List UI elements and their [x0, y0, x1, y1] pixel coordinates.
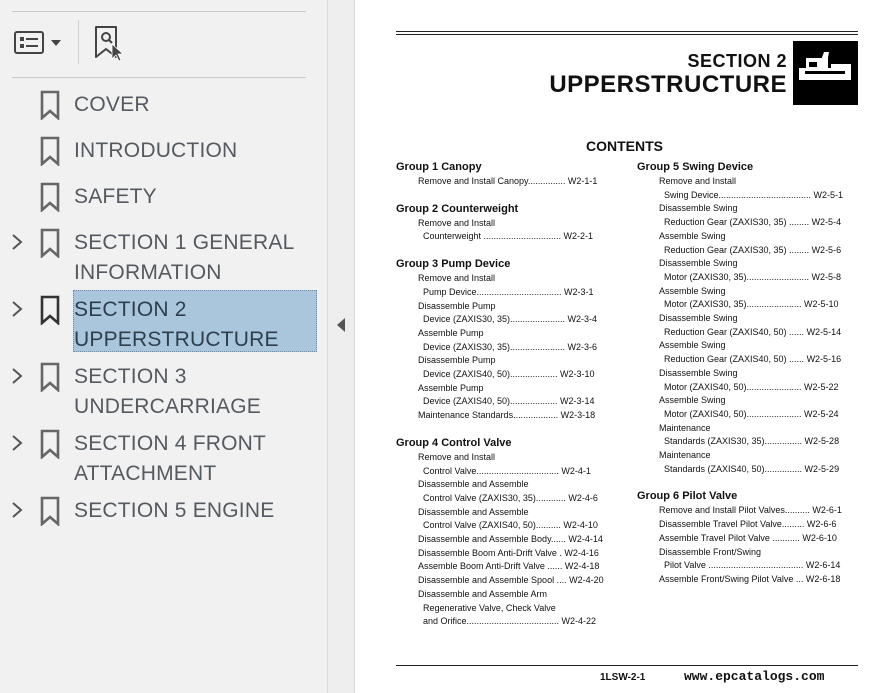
toc-entry: Assemble Swing [659, 230, 726, 241]
toc-entry: Device (ZAXIS40, 50)................... W2-3-10 [423, 369, 595, 380]
toc-group-heading: Group 5 Swing Device [637, 161, 754, 173]
toc-group-heading: Group 2 Counterweight [396, 202, 519, 215]
toc-entry: Assemble Swing [659, 395, 726, 406]
toc-entry: Disassemble Pump [418, 300, 496, 311]
toc-group-heading: Group 6 Pilot Valve [637, 490, 738, 503]
contents-heading: CONTENTS [586, 138, 663, 154]
panel-splitter[interactable] [327, 0, 355, 693]
bookmark-label: INTRODUCTION [74, 139, 238, 162]
toolbar-top-divider [12, 11, 306, 12]
bookmark-icon [39, 429, 61, 459]
section-title: UPPERSTRUCTURE [549, 71, 787, 98]
bookmark-label: INFORMATION [74, 261, 222, 284]
toc-entry: Regenerative Valve, Check Valve [423, 602, 556, 613]
toc-entry: Reduction Gear (ZAXIS30, 35) ........ W2-5-4 [664, 217, 842, 228]
bookmark-label: SECTION 5 ENGINE [74, 499, 275, 522]
toc-entry: Assemble Swing [659, 285, 726, 296]
toc-entry: Disassemble and Assemble [418, 479, 529, 490]
bookmark-label: COVER [74, 93, 150, 116]
bookmark-label: UNDERCARRIAGE [74, 395, 261, 418]
bookmark-icon [39, 295, 61, 325]
toc-entry: Maintenance [659, 422, 711, 433]
toc-entry: Disassemble Swing [659, 203, 738, 214]
toc-entry: Counterweight ............................... W2-2-1 [423, 231, 594, 242]
toc-entry: Standards (ZAXIS40, 50)............... W2-5-29 [664, 463, 840, 474]
toc-group-heading: Group 3 Pump Device [396, 258, 511, 271]
bookmark-item[interactable] [0, 427, 327, 487]
chevron-right-icon[interactable] [9, 500, 25, 520]
toc-entry: Motor (ZAXIS30, 35)...................... W2-5-10 [664, 299, 839, 310]
toc-right-column [637, 160, 859, 587]
bookmark-options-button[interactable] [12, 27, 68, 59]
bookmark-label: SECTION 4 FRONT [74, 432, 267, 455]
collapse-panel-icon[interactable] [335, 316, 347, 334]
bookmark-label: SAFETY [74, 185, 157, 208]
header-rule [396, 31, 858, 32]
toolbar-separator [78, 20, 79, 64]
bookmark-item[interactable] [0, 226, 327, 286]
toc-entry: Assemble Front/Swing Pilot Valve ... W2-6-18 [659, 573, 841, 584]
toc-entry: Pilot Valve ...................................... W2-6-14 [664, 560, 841, 571]
toc-entry: Assemble Pump [418, 382, 484, 393]
toc-entry: Maintenance Standards.................. W2-3-18 [418, 410, 596, 421]
excavator-emblem [793, 41, 858, 105]
toc-entry: Assemble Boom Anti-Drift Valve ...... W2-4-18 [418, 561, 600, 572]
bookmark-icon [39, 228, 61, 258]
toc-entry: Reduction Gear (ZAXIS30, 35) ........ W2-5-6 [664, 244, 842, 255]
excavator-icon [793, 41, 858, 105]
section-number: SECTION 2 [687, 51, 787, 71]
toc-entry: Motor (ZAXIS40, 50)...................... W2-5-24 [664, 408, 839, 419]
toc-entry: Disassemble Pump [418, 355, 496, 366]
chevron-down-icon [51, 40, 61, 46]
bookmark-icon [39, 182, 61, 212]
bookmarks-panel [0, 0, 327, 693]
toc-entry: Remove and Install [418, 217, 496, 228]
bookmark-label: SECTION 3 [74, 365, 187, 388]
header-rule-thin [396, 34, 858, 35]
toc-entry: Disassemble Front/Swing [659, 546, 762, 557]
toc-entry: Assemble Travel Pilot Valve ........... W2-6-10 [659, 532, 837, 543]
bookmark-label: SECTION 2 [74, 298, 187, 321]
chevron-right-icon[interactable] [9, 299, 25, 319]
bookmark-item[interactable] [0, 293, 327, 353]
toc-entry: Reduction Gear (ZAXIS40, 50) ...... W2-5-16 [664, 354, 842, 365]
toc-entry: Disassemble Travel Pilot Valve......... W2-6-6 [659, 519, 837, 530]
toc-group-heading: Group 4 Control Valve [396, 436, 512, 449]
toc-entry: Control Valve................................. W2-4-1 [423, 465, 591, 476]
toc-entry: Remove and Install [418, 451, 496, 462]
toc-entry: Device (ZAXIS30, 35)...................... W2-3-4 [423, 314, 598, 325]
chevron-right-icon[interactable] [9, 433, 25, 453]
toc-entry: Remove and Install [418, 273, 496, 284]
toc-entry: Device (ZAXIS30, 35)...................... W2-3-6 [423, 341, 598, 352]
toc-entry: Remove and Install Canopy............... W2-1-1 [418, 176, 598, 186]
bookmark-label: ATTACHMENT [74, 462, 217, 485]
toc-entry: Standards (ZAXIS30, 35)............... W2-5-28 [664, 436, 840, 447]
toc-entry: Remove and Install Pilot Valves.......... W2-6-1 [659, 505, 842, 516]
toc-entry: Swing Device..................................... W2-5-1 [664, 189, 844, 200]
bookmark-item[interactable] [0, 360, 327, 420]
toc-entry: Reduction Gear (ZAXIS40, 50) ...... W2-5-14 [664, 326, 842, 337]
toc-entry: Motor (ZAXIS40, 50)...................... W2-5-22 [664, 381, 839, 392]
page-number: 1LSW-2-1 [600, 672, 646, 683]
list-options-icon [12, 27, 68, 59]
toc-entry: Maintenance [659, 450, 711, 461]
toc-entry: Device (ZAXIS40, 50)................... W2-3-14 [423, 396, 595, 407]
bookmark-properties-icon [90, 24, 128, 62]
toc-entry: Disassemble Swing [659, 258, 738, 269]
bookmark-label: SECTION 1 GENERAL [74, 231, 295, 254]
toc-entry: Control Valve (ZAXIS30, 35)............ W2-4-6 [423, 492, 598, 503]
chevron-right-icon[interactable] [9, 232, 25, 252]
bookmark-icon [39, 90, 61, 120]
footer-url: www.epcatalogs.com [684, 669, 825, 684]
toc-entry: and Orifice..................................... W2-4-22 [423, 616, 597, 627]
bookmark-properties-button[interactable] [90, 24, 128, 62]
toc-group-heading: Group 1 Canopy [396, 161, 482, 173]
footer-rule [396, 665, 858, 666]
bookmark-icon [39, 136, 61, 166]
toc-entry: Motor (ZAXIS30, 35)......................... W2-5-8 [664, 271, 842, 282]
toc-entry: Disassemble and Assemble Spool .... W2-4-20 [418, 575, 604, 586]
toc-entry: Assemble Pump [418, 327, 484, 338]
bookmark-icon [39, 362, 61, 392]
toolbar-bottom-divider [12, 77, 306, 78]
bookmark-item[interactable] [0, 494, 327, 554]
toc-entry: Pump Device.................................. W2-3-1 [423, 286, 594, 297]
toc-entry: Disassemble Swing [659, 367, 738, 378]
toc-entry: Disassemble and Assemble Body...... W2-4-14 [418, 534, 603, 545]
toc-entry: Disassemble and Assemble Arm [418, 588, 548, 599]
toc-entry: Control Valve (ZAXIS40, 50).......... W2-4-10 [423, 520, 598, 531]
toc-entry: Disassemble Boom Anti-Drift Valve . W2-4-16 [418, 547, 599, 558]
bookmark-label: UPPERSTRUCTURE [74, 328, 279, 351]
toc-entry: Remove and Install [659, 176, 737, 186]
toc-entry: Disassemble Swing [659, 313, 738, 324]
toc-entry: Disassemble and Assemble [418, 506, 529, 517]
toc-left-column [396, 160, 614, 629]
bookmark-icon [39, 496, 61, 526]
chevron-right-icon[interactable] [9, 366, 25, 386]
toc-entry: Assemble Swing [659, 340, 726, 351]
